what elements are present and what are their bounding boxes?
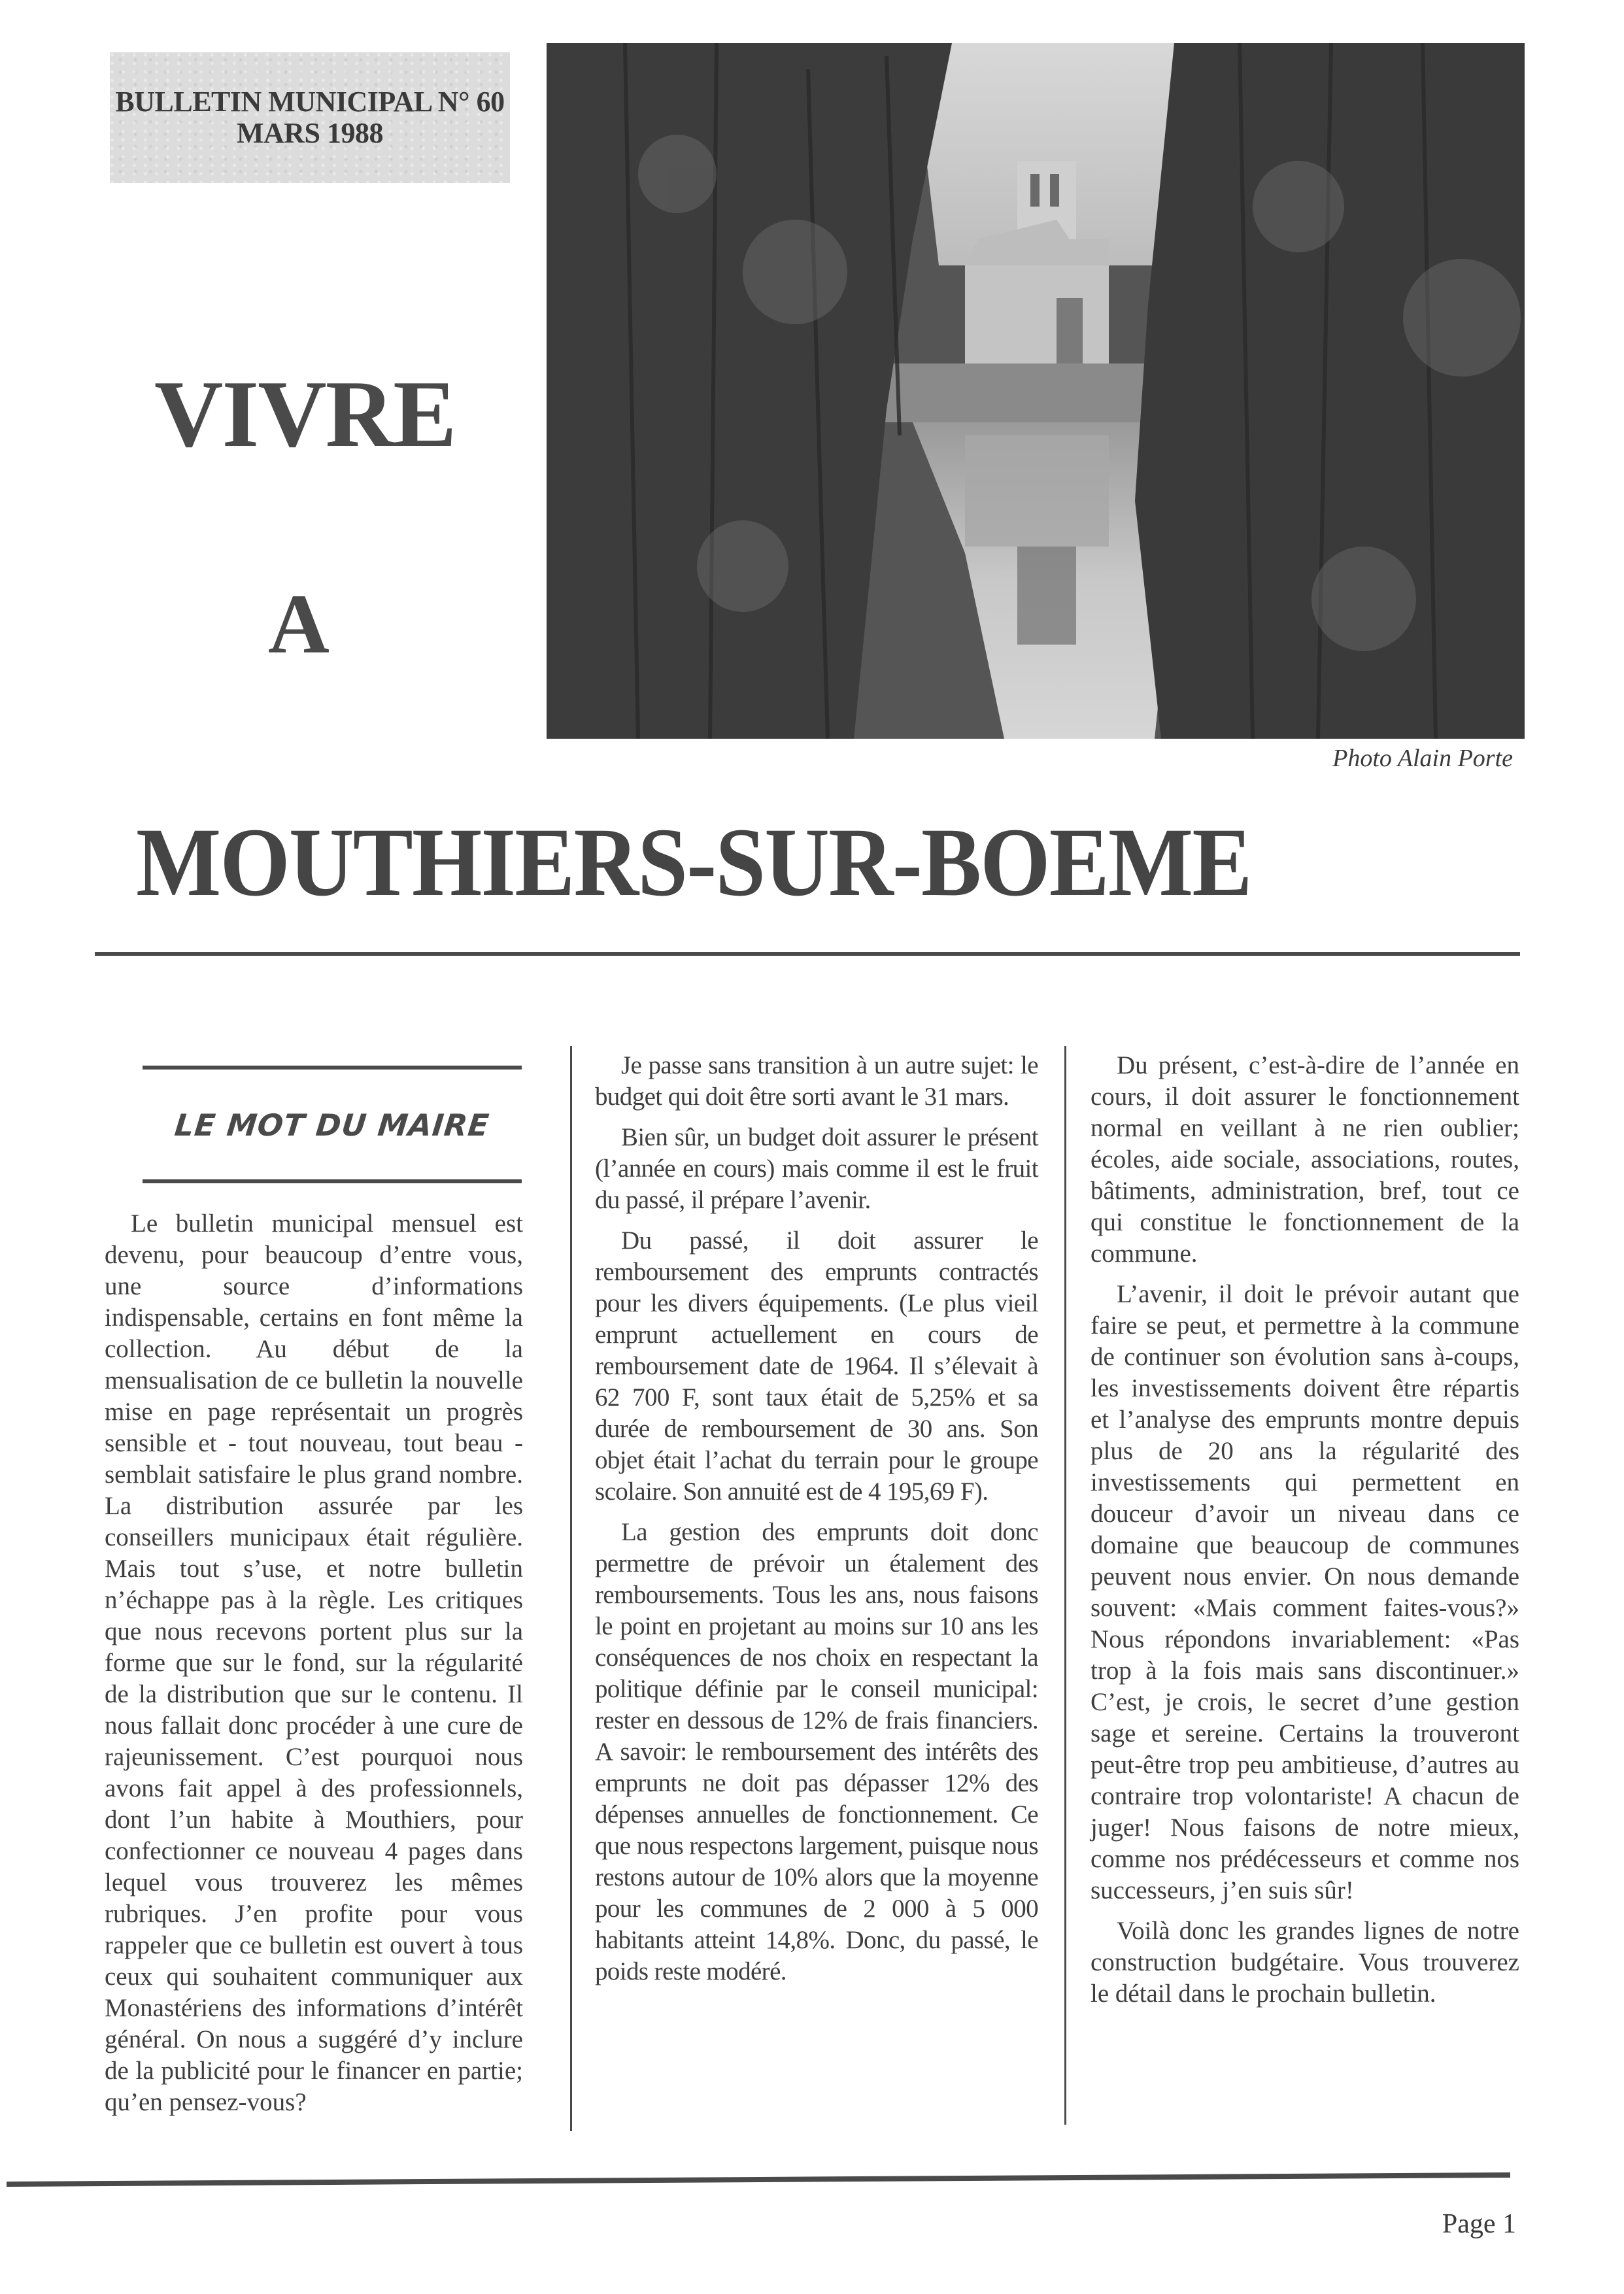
paragraph: Du passé, il doit assurer le remboursement des emprunts contractés pour les divers équipements. (Le plus vieil emprunt actuellement en cours de remboursement date de 1964. Il s’élevait à 62 700 F, sont taux était de 5,25% et sa durée de remboursement de 30 ans. Son objet était l’achat du terrain pour le groupe scolaire. Son annuité est de 4 195,69 F). (595, 1226, 1038, 1506)
paragraph: Du présent, c’est-à-dire de l’année en cours, il doit assurer le fonctionnement normal en veillant à ne rien oublier; écoles, aide sociale, associations, routes, bâtiments, administration, bref, tout ce qui constitue le fonctionnement de la commune. (1091, 1051, 1519, 1268)
article-column-3 (1091, 1050, 1519, 2019)
paragraph: Bien sûr, un budget doit assurer le présent (l’année en cours) mais comme il est le fruit du passé, il prépare l’avenir. (595, 1123, 1038, 1214)
column-divider (570, 1046, 572, 2131)
photo-credit: Photo Alain Porte (1332, 745, 1513, 772)
page-number: Page 1 (1442, 2209, 1516, 2239)
footer-divider (7, 2172, 1510, 2187)
cover-photo (547, 43, 1525, 739)
section-heading: LE MOT DU MAIRE (173, 1107, 492, 1143)
paragraph: L’avenir, il doit le prévoir autant que faire se peut, et permettre à la commune de continuer son évolution sans à-coups, les investissements doivent être répartis et l’analyse des emprunts montre depuis plus de 20 ans la régularité des investissements qui permettent en douceur d’avoir un niveau dans ce domaine que beaucoup de communes peuvent nous envier. On nous demande souvent: «Mais comment faites-vous?» Nous répondons invariablement: «Pas trop à la fois mais sans discontinuer.» C’est, je crois, le secret d’une gestion sage et sereine. Certains la trouveront peut-être trop peu ambitieuse, d’autres au contraire trop volontariste! A chacun de juger! Nous faisons de notre mieux, comme nos prédécesseurs et comme nos successeurs, j’en suis sûr! (1091, 1280, 1519, 1904)
title-town: MOUTHIERS-SUR-BOEME (136, 808, 1251, 917)
title-a: A (268, 577, 330, 671)
issue-date: MARS 1988 (236, 117, 384, 149)
paragraph: Je passe sans transition à un autre sujet: le budget qui doit être sorti avant le 31 mars. (595, 1051, 1038, 1111)
masthead-box (110, 52, 510, 183)
article-column-1 (105, 1208, 523, 2127)
section-heading-bottom-rule (143, 1179, 522, 1183)
article-column-2 (595, 1050, 1038, 1997)
title-vivre: VIVRE (154, 361, 456, 467)
paragraph: La gestion des emprunts doit donc permettre de prévoir un étalement des remboursements. Tous les ans, nous faisons le point en projetant au moins sur 10 ans les conséquences de nos choix en respectant la politique définie par le conseil municipal: rester en dessous de 12% de frais financiers. A savoir: le remboursement des intérêts des emprunts ne doit pas dépasser 12% des dépenses annuelles de fonctionnement. Ce que nous respectons largement, puisque nous restons autour de 10% alors que la moyenne pour les communes de 2 000 à 5 000 habitants atteint 14,8%. Donc, du passé, le poids reste modéré. (595, 1518, 1038, 1985)
bulletin-number: BULLETIN MUNICIPAL N° 60 (115, 86, 505, 118)
paragraph: Voilà donc les grandes lignes de notre construction budgétaire. Vous trouverez le détail dans le prochain bulletin. (1091, 1917, 1519, 2008)
paragraph: Le bulletin municipal mensuel est devenu, pour beaucoup d’entre vous, une source d’informations indispensable, certains en font même la collection. Au début de la mensualisation de ce bulletin la nouvelle mise en page représentait un progrès sensible et - tout nouveau, tout beau - semblait satisfaire le plus grand nombre. La distribution assurée par les conseillers municipaux était régulière. Mais tout s’use, et notre bulletin n’échappe pas à la règle. Les critiques que nous recevons portent plus sur la forme que sur le fond, sur la régularité de la distribution que sur le contenu. Il nous fallait donc procéder à une cure de rajeunissement. C’est pourquoi nous avons fait appel à des professionnels, dont l’un habite à Mouthiers, pour confectionner ce nouveau 4 pages dans lequel vous trouverez les mêmes rubriques. J’en profite pour vous rappeler que ce bulletin est ouvert à tous ceux qui souhaitent communiquer aux Monastériens des informations d’intérêt général. On nous a suggéré d’y inclure de la publicité pour le financer en partie; qu’en pensez-vous? (105, 1209, 523, 2116)
section-heading-box (143, 1066, 522, 1183)
title-divider (95, 952, 1520, 956)
column-divider (1064, 1046, 1066, 2125)
church-reflection-photo-icon (547, 43, 1525, 739)
